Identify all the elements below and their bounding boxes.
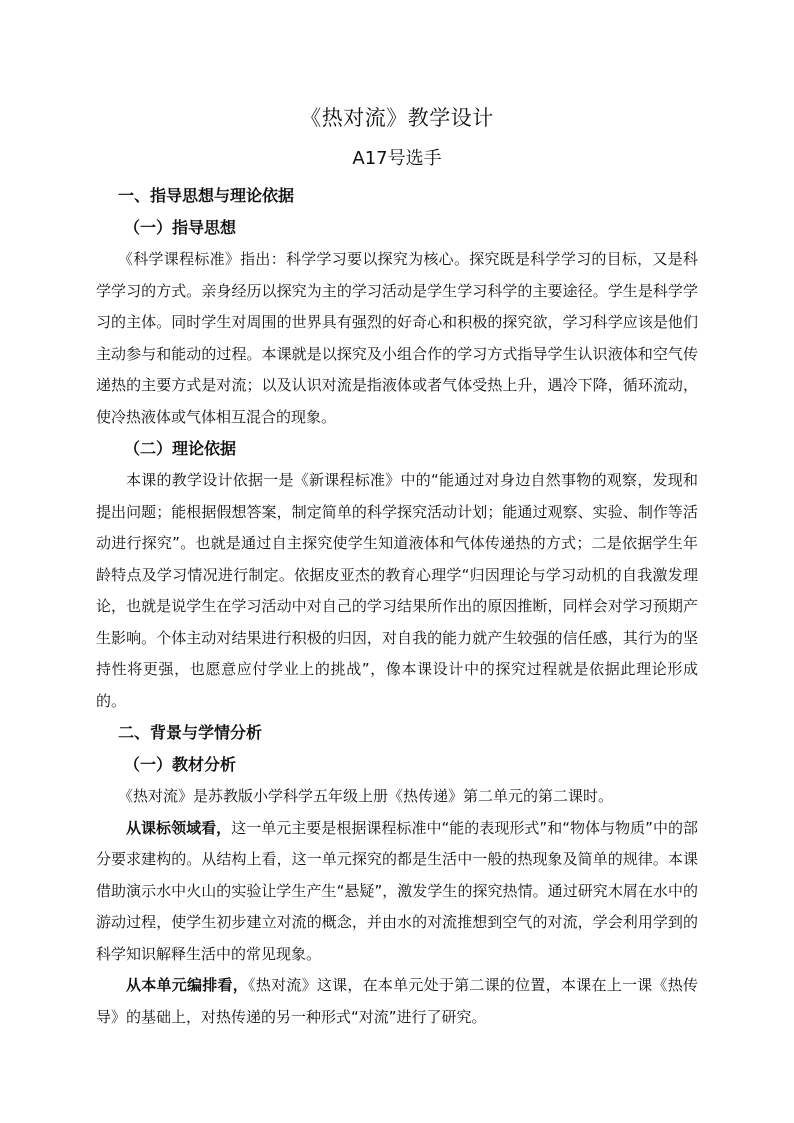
subsection-heading-1-2: （二）理论依据 <box>124 439 237 458</box>
subsection-heading-1-1: （一）指导思想 <box>124 218 237 237</box>
paragraph-body-unit: 《热对流》这课，在本单元处于第二课的位置，本课在上一课《热传导》的基础上，对热传递的另一种形式“对流”进行了研究。 <box>96 976 698 1026</box>
paragraph-curriculum-view <box>96 813 698 971</box>
paragraph-theoretical-basis: 本课的教学设计依据一是《新课程标准》中的“能通过对身边自然事物的观察，发现和提出问题；能根据假想答案，制定简单的科学探究活动计划；能通过观察、实验、制作等活动进行探究”。也就是通过自主探究使学生知道液体和气体传递热的方式；二是依据学生年龄特点及学习情况进行制定。依据皮亚杰的教育心理学“归因理论与学习动机的自我激发理论，也就是说学生在学习活动中对自己的学习结果所作出的原因推断，同样会对学习预期产生影响。个体主动对结果进行积极的归因，对自我的能力就产生较强的信任感，其行为的坚持性将更强，也愿意应付学业上的挑战”，像本课设计中的探究过程就是依据此理论形成的。 <box>96 471 698 710</box>
document-subtitle: A17号选手 <box>352 148 442 169</box>
paragraph-guiding-ideology: 《科学课程标准》指出：科学学习要以探究为核心。探究既是科学学习的目标，又是科学学习的方式。亲身经历以探究为主的学习活动是学生学习科学的主要途径。学生是科学学习的主体。同时学生对周围的世界具有强烈的好奇心和积极的探究欲，学习科学应该是他们主动参与和能动的过程。本课就是以探究及小组合作的学习方式指导学生认识液体和空气传递热的主要方式是对流；以及认识对流是指液体或者气体受热上升，遇冷下降，循环流动，使冷热液体或气体相互混合的现象。 <box>96 250 698 426</box>
subsection-heading-2-1: （一）教材分析 <box>124 755 237 774</box>
paragraph-lead-unit: 从本单元编排看， <box>126 976 249 994</box>
paragraph-unit-arrangement <box>96 970 698 1033</box>
section-heading-1: 一、指导思想与理论依据 <box>118 186 295 205</box>
paragraph-lead-curriculum: 从课标领域看， <box>126 818 232 837</box>
paragraph-textbook-intro: 《热对流》是苏教版小学科学五年级上册《热传递》第二单元的第二课时。 <box>118 787 614 805</box>
document-title: 《热对流》教学设计 <box>300 106 494 130</box>
section-heading-2: 二、背景与学情分析 <box>118 723 263 742</box>
paragraph-body-curriculum: 这一单元主要是根据课程标准中“能的表现形式”和“物体与物质”中的部分要求建构的。从结构上看，这一单元探究的都是生活中一般的热现象及简单的规律。本课借助演示水中火山的实验让学生产生“悬疑”，激发学生的探究热情。通过研究木屑在水中的游动过程，使学生初步建立对流的概念，并由水的对流推想到空气的对流，学会利用学到的科学知识解释生活中的常见现象。 <box>96 818 698 963</box>
